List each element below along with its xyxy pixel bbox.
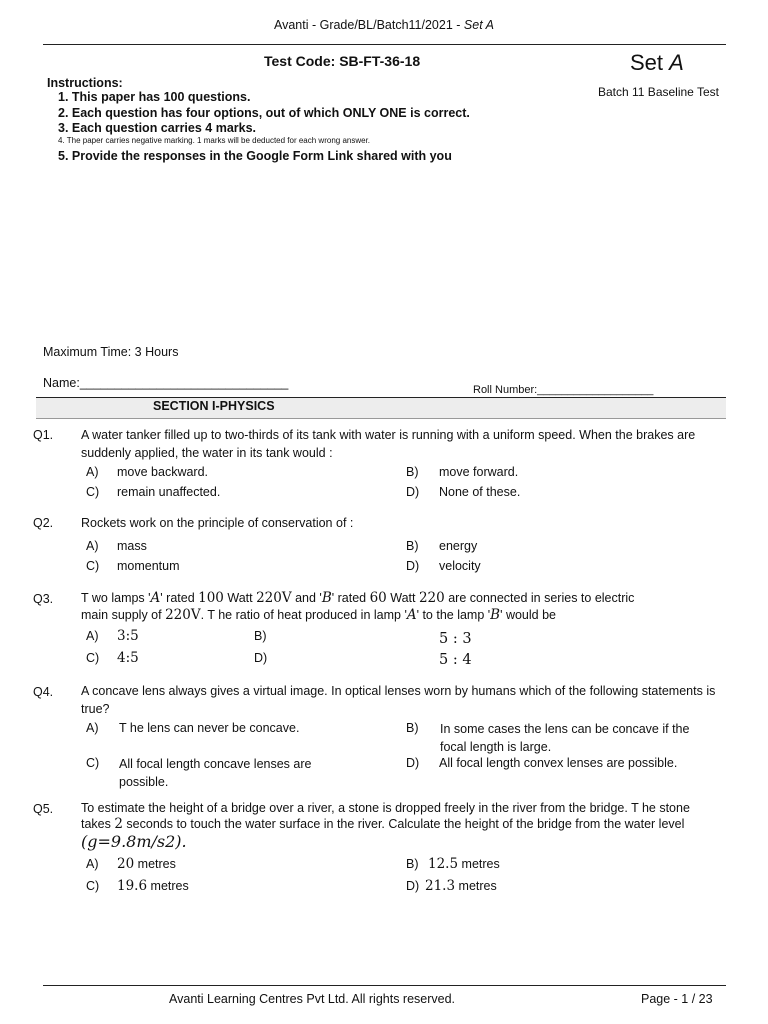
instruction-item: 1. This paper has 100 questions. [58,90,251,104]
text-run: seconds to touch the water surface in the river. Calculate the height of the bridge from the water level [122,817,685,831]
math-run: B [490,607,501,623]
option-text: In some cases the lens can be concave if the focal length is large. [440,722,690,754]
set-letter: A [669,50,684,75]
instruction-item: 3. Each question carries 4 marks. [58,121,257,135]
header-rule [43,44,726,45]
math-run: A [150,590,161,606]
text-run: main supply of [81,608,166,622]
option-text: None of these. [439,485,521,499]
instruction-item: 2. Each question has four options, out of which ONLY ONE is correct. [58,106,470,120]
option-unit: metres [134,857,176,871]
question-number: Q4. [33,685,54,699]
option-text [425,877,497,895]
option-text: move backward. [117,465,209,479]
question-text-line: To estimate the height of a bridge over a river, a stone is dropped freely in the river from the bridge. T he stone [81,801,690,815]
math-run: B [321,590,332,606]
batch-label: Batch 11 Baseline Test [598,85,719,99]
name-field: Name:______________________________ [43,376,289,390]
header-title: Avanti - Grade/BL/Batch11/2021 - [273,18,464,32]
option-text: All focal length concave lenses are possible. [119,757,312,789]
option-text: mass [117,539,147,553]
option-label: C) [86,651,100,665]
option-text: T he lens can never be concave. [119,721,300,735]
option-value: 19.6 [117,878,148,894]
option-label: D) [406,559,420,573]
option-label: A) [86,465,99,479]
math-run: 220V [165,607,201,623]
option-unit: metres [147,879,189,893]
question-text: A concave lens always gives a virtual image. In optical lenses worn by humans which of the following statements is true? [81,684,716,716]
instruction-item: 5. Provide the responses in the Google Form Link shared with you [58,149,452,163]
text-run: ' rated [160,591,199,605]
question-text: Rockets work on the principle of conservation of : [81,516,354,530]
option-unit: metres [458,857,500,871]
text-run: and ' [291,591,322,605]
set-label [630,50,684,76]
question-number: Q1. [33,428,54,442]
question-text: A water tanker filled up to two-thirds of its tank with water is running with a uniform speed. When the brakes are suddenly applied, the water in its tank would : [81,428,696,460]
option-text [428,855,500,873]
footer-company: Avanti Learning Centres Pvt Ltd. All rights reserved. [169,992,456,1006]
option-label: C) [86,559,100,573]
option-text: 3:5 [117,628,139,644]
math-run: 60 [369,590,387,606]
footer-page-number: Page - 1 / 23 [641,992,713,1006]
header-set: Set A [463,18,495,32]
option-label: B) [406,721,419,735]
instruction-item: 4. The paper carries negative marking. 1 marks will be deducted for each wrong answer. [58,136,371,145]
option-label: D) [406,879,420,893]
math-run: A [406,607,417,623]
test-code: Test Code: SB-FT-36-18 [264,53,421,69]
option-label: D) [406,756,420,770]
option-label: D) [406,485,420,499]
max-time: Maximum Time: 3 Hours [43,345,179,359]
question-number: Q2. [33,516,54,530]
roll-number-field: Roll Number:___________________ [473,384,654,396]
question-text-line [81,607,556,625]
option-unit: metres [455,879,497,893]
option-text [117,877,189,895]
option-label: C) [86,879,100,893]
option-text: 5 : 4 [439,652,472,668]
option-label: B) [254,629,267,643]
option-label: D) [254,651,268,665]
option-label: A) [86,857,99,871]
option-label: B) [406,539,419,553]
option-value: 21.3 [425,878,456,894]
text-run: are connected in series to electric [444,591,635,605]
document-header [0,18,768,32]
option-label: C) [86,485,100,499]
option-text [117,855,176,873]
question-text-line [81,816,684,834]
option-text: move forward. [439,465,519,479]
option-label: A) [86,539,99,553]
gravity-formula: (g=9.8m/s2). [81,832,187,851]
option-label: A) [86,721,99,735]
text-run: . T he ratio of heat produced in lamp ' [200,608,407,622]
text-run: ' rated [331,591,370,605]
option-text: All focal length convex lenses are possible. [439,756,678,770]
instructions-heading: Instructions: [47,76,123,90]
option-text: energy [439,539,478,553]
text-run: ' would be [500,608,556,622]
text-run: Watt [223,591,257,605]
math-run: 100 [198,590,224,606]
option-text: remain unaffected. [117,485,221,499]
option-label: A) [86,629,99,643]
text-run: Watt [386,591,419,605]
option-text: momentum [117,559,180,573]
set-word: Set [630,50,670,75]
option-text: 5 : 3 [439,631,472,647]
option-text: 4:5 [117,650,139,666]
text-run: takes [81,817,115,831]
option-label: B) [406,857,419,871]
math-run: 2 [114,816,123,832]
text-run: ' to the lamp ' [416,608,491,622]
question-text-line [81,590,634,608]
question-number: Q3. [33,592,54,606]
text-run: T wo lamps ' [81,591,151,605]
footer-rule [43,985,726,986]
option-label: C) [86,756,100,770]
option-text: velocity [439,559,481,573]
section-bar [36,397,726,419]
option-value: 20 [117,856,135,872]
section-title: SECTION I-PHYSICS [153,399,275,413]
math-run: 220 [418,590,445,606]
math-run: 220V [256,590,292,606]
option-value: 12.5 [428,856,459,872]
question-number: Q5. [33,802,54,816]
option-label: B) [406,465,419,479]
